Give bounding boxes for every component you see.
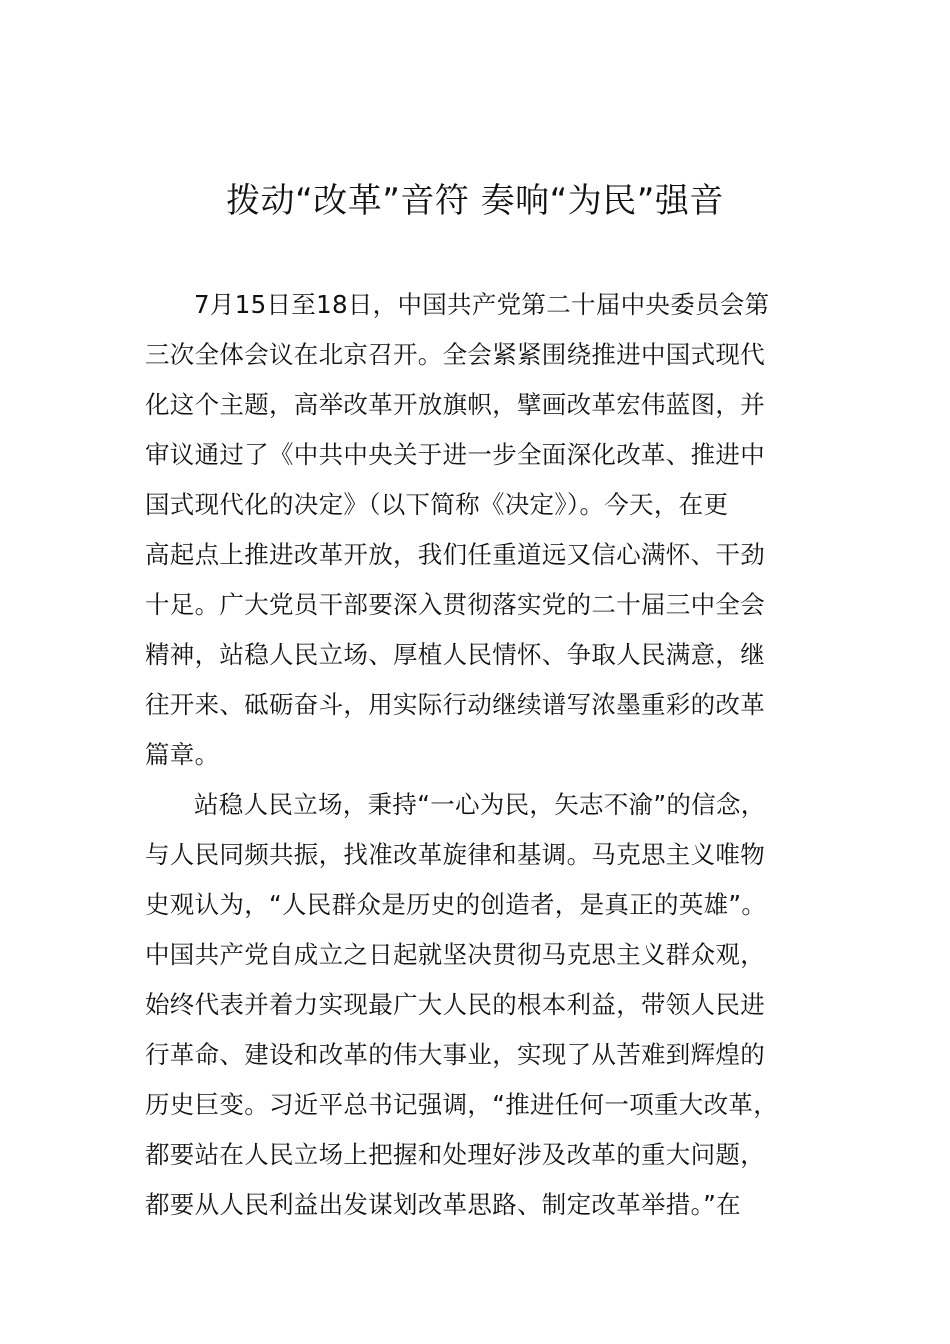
paragraph-line: 国式现代化的决定》（以下简称《决定》）。今天，在更 [145, 490, 729, 519]
paragraph-line: 历史巨变。习近平总书记强调，“推进任何一项重大改革， [145, 1090, 778, 1119]
paragraph-line: 高起点上推进改革开放，我们任重道远又信心满怀、干劲 [145, 540, 765, 569]
paragraph-line: 与人民同频共振，找准改革旋律和基调。马克思主义唯物 [145, 840, 765, 869]
paragraph-line: 精神，站稳人民立场、厚植人民情怀、争取人民满意，继 [145, 640, 765, 669]
paragraph-line: 审议通过了《中共中央关于进一步全面深化改革、推进中 [145, 440, 765, 469]
paragraph-line: 化这个主题，高举改革开放旗帜，擘画改革宏伟蓝图，并 [145, 390, 765, 419]
paragraph-line: 史观认为，“人民群众是历史的创造者，是真正的英雄”。 [145, 890, 767, 919]
paragraph-line: 中国共产党自成立之日起就坚决贯彻马克思主义群众观， [145, 940, 765, 969]
paragraph-line: 行革命、建设和改革的伟大事业，实现了从苦难到辉煌的 [145, 1040, 765, 1069]
paragraph-line: 7月15日至18日，中国共产党第二十届中央委员会第 [194, 290, 770, 319]
document-title: 拨动“改革”音符 奏响“为民”强音 [226, 181, 724, 221]
paragraph-line: 十足。广大党员干部要深入贯彻落实党的二十届三中全会 [145, 590, 765, 619]
paragraph-line: 三次全体会议在北京召开。全会紧紧围绕推进中国式现代 [145, 340, 765, 369]
paragraph-line: 往开来、砥砺奋斗，用实际行动继续谱写浓墨重彩的改革 [145, 690, 765, 719]
paragraph-line: 都要站在人民立场上把握和处理好涉及改革的重大问题， [145, 1140, 765, 1169]
paragraph-line: 站稳人民立场，秉持“一心为民，矢志不渝”的信念， [194, 790, 766, 819]
paragraph-line: 都要从人民利益出发谋划改革思路、制定改革举措。”在 [145, 1190, 741, 1219]
document-body [145, 280, 810, 1230]
paragraph-line: 始终代表并着力实现最广大人民的根本利益，带领人民进 [145, 990, 765, 1019]
paragraph-line: 篇章。 [145, 740, 220, 769]
